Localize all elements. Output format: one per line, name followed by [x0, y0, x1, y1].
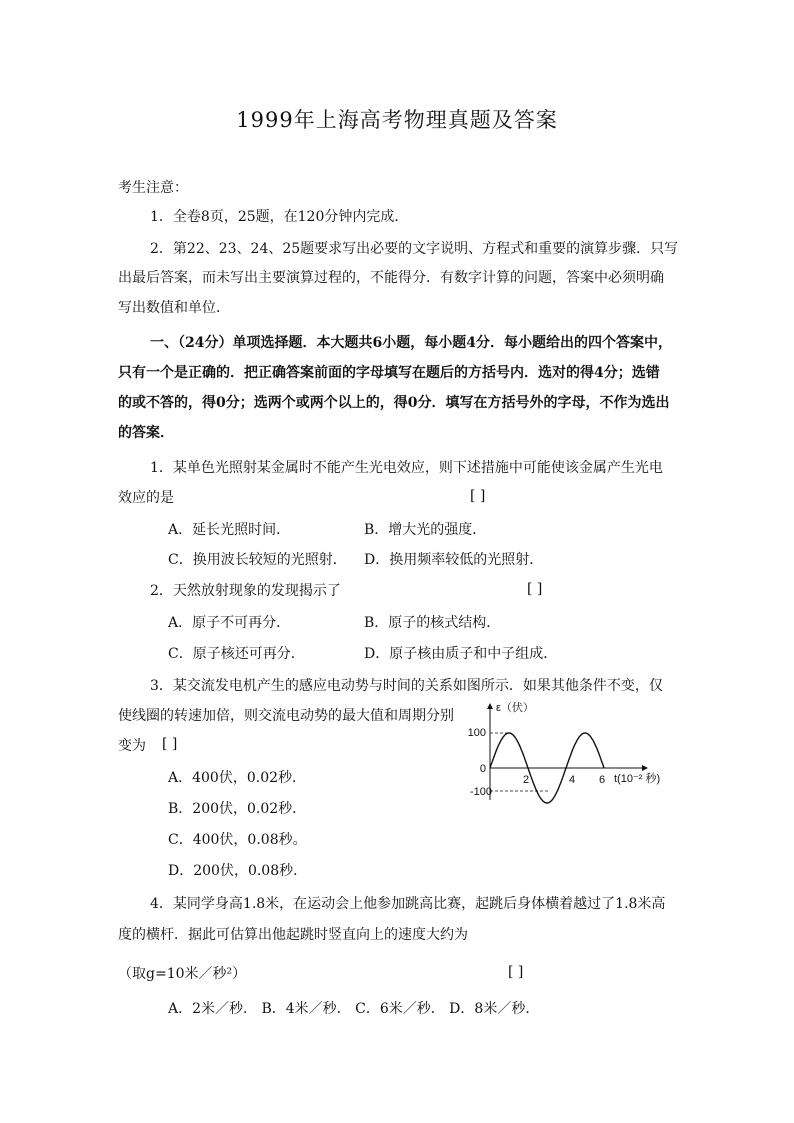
notice-heading: 考生注意：	[118, 180, 188, 196]
q2-option-c: C．原子核还可再分．	[168, 646, 305, 662]
q1-answer-bracket[interactable]: [ ]	[470, 488, 486, 504]
q1-option-b: B．增大光的强度．	[364, 522, 487, 538]
q3-answer-bracket[interactable]: [ ]	[162, 736, 178, 752]
q4-options: A．2米／秒． B．4米／秒． C．6米／秒． D．8米／秒．	[168, 1001, 540, 1017]
emf-time-graph	[462, 700, 672, 810]
x-tick-2: 2	[522, 774, 530, 786]
notice-item-1: 1．全卷8页，25题，在120分钟内完成．	[150, 209, 409, 225]
q1-option-d: D．换用频率较低的光照射．	[364, 552, 544, 568]
y-axis-label: ε（伏）	[496, 702, 534, 714]
q4-stem-line-3: （取g=10米／秒²）	[118, 966, 247, 982]
notice-item-2-line-1: 2．第22、23、24、25题要求写出必要的文字说明、方程式和重要的演算步骤．只写	[150, 241, 679, 257]
q3-option-d: D．200伏，0.08秒．	[168, 863, 308, 879]
q4-stem-line-1: 4．某同学身高1.8米，在运动会上他参加跳高比赛，起跳后身体横着越过了1.8米高	[150, 896, 666, 912]
q3-option-a: A．400伏，0.02秒．	[168, 770, 307, 786]
section-1-line-3: 的或不答的，得0分；选两个或两个以上的，得0分．填写在方括号外的字母，不作为选出	[118, 395, 670, 411]
q4-stem-line-2: 度的横杆．据此可估算出他起跳时竖直向上的速度大约为	[118, 927, 468, 943]
y-axis-arrow-icon	[487, 703, 493, 709]
y-tick-min: -100	[469, 786, 492, 798]
q1-option-a: A．延长光照时间．	[168, 522, 291, 538]
notice-item-2-line-2: 出最后答案，而未写出主要演算过程的，不能得分．有数字计算的问题，答案中必须明确	[118, 270, 664, 286]
q3-stem-line-1: 3．某交流发电机产生的感应电动势与时间的关系如图所示．如果其他条件不变，仅	[150, 678, 663, 694]
section-1-line-1: 一、（24分）单项选择题．本大题共6小题，每小题4分．每小题给出的四个答案中，	[150, 335, 672, 351]
q2-stem: 2．天然放射现象的发现揭示了	[150, 583, 341, 599]
q3-option-c: C．400伏，0.08秒。	[168, 832, 307, 848]
q1-stem-line-1: 1．某单色光照射某金属时不能产生光电效应，则下述措施中可能使该金属产生光电	[150, 460, 663, 476]
q2-option-d: D．原子核由质子和中子组成．	[364, 646, 558, 662]
x-axis-arrow-icon	[642, 765, 648, 771]
y-tick-zero: 0	[479, 763, 486, 775]
q2-option-b: B．原子的核式结构．	[364, 615, 501, 631]
q4-answer-bracket[interactable]: [ ]	[508, 964, 524, 980]
x-tick-4: 4	[568, 774, 576, 786]
y-tick-max: 100	[467, 727, 486, 739]
q1-stem-line-2: 效应的是	[118, 490, 174, 506]
q2-option-a: A．原子不可再分．	[168, 615, 291, 631]
page-title: 1999年上海高考物理真题及答案	[236, 108, 558, 132]
section-1-line-4: 的答案．	[118, 425, 174, 441]
notice-item-2-line-3: 写出数值和单位．	[118, 300, 230, 316]
section-1-line-2: 只有一个是正确的．把正确答案前面的字母填写在题后的方括号内．选对的得4分；选错	[118, 365, 660, 381]
q3-stem-line-3: 变为	[118, 738, 146, 754]
x-axis-label: t(10⁻² 秒)	[614, 773, 661, 785]
q1-option-c: C．换用波长较短的光照射．	[168, 552, 347, 568]
q2-answer-bracket[interactable]: [ ]	[527, 581, 543, 597]
q3-option-b: B．200伏，0.02秒．	[168, 801, 307, 817]
x-tick-6: 6	[598, 774, 606, 786]
q3-stem-line-2: 使线圈的转速加倍，则交流电动势的最大值和周期分别	[118, 708, 454, 724]
